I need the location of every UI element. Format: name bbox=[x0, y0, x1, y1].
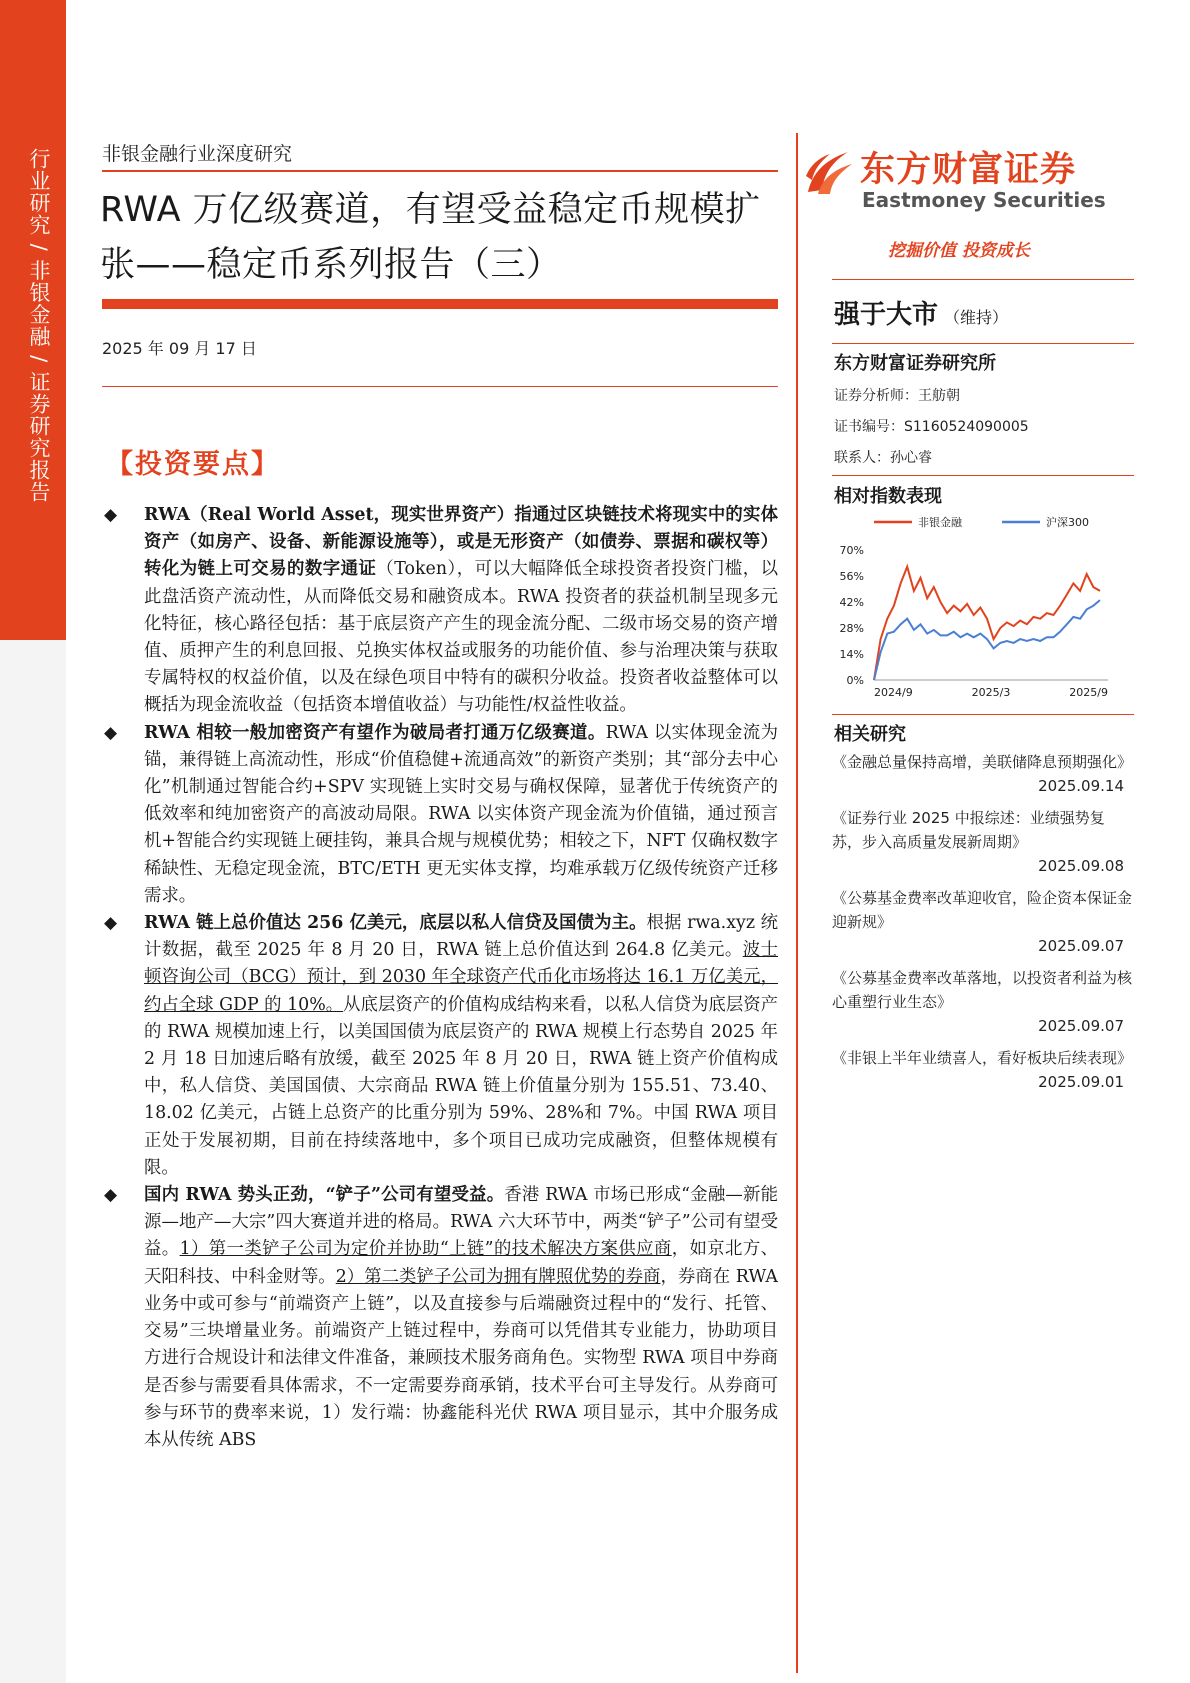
key-point-text: ，如京北方、天阳科技、中科金财等。 bbox=[144, 1239, 778, 1287]
y-tick-label: 42% bbox=[839, 596, 864, 609]
chart-svg bbox=[830, 512, 1120, 712]
related-report-title[interactable]: 《非银上半年业绩喜人，看好板块后续表现》 bbox=[832, 1049, 1133, 1067]
key-points-list bbox=[102, 502, 778, 1454]
key-point-text: ，券商在 RWA 业务中或可参与“前端资产上链”，以及直接参与后端融资过程中的“发行、托管、交易”三块增量业务。前端资产上链过程中，券商可以凭借其专业能力，协助项目方进行合规设计和法律文件准备，兼顾技术服务商角色。实物型 RWA 项目中券商是否参与需要看具体需求，不一定需要券商承销，技术平台可主导发行。从券商可参与环节的费率来说，1）发行端：协鑫能科光伏 RWA 项目显示，其中介服务成本从传统 ABS bbox=[144, 1266, 778, 1450]
logo-text-en: Eastmoney Securities bbox=[862, 188, 1106, 212]
x-tick-label: 2025/3 bbox=[971, 686, 1011, 699]
divider bbox=[832, 714, 1134, 715]
bullet-diamond-icon: ◆ bbox=[104, 913, 118, 934]
key-point-text: 2）第二类铲子公司为拥有牌照优势的券商 bbox=[335, 1266, 661, 1287]
key-point-text: RWA 以实体现金流为锚，兼得链上高流动性，形成“价值稳健+流通高效”的新资产类别；其“部分去中心化”机制通过智能合约+SPV 实现链上实时交易与确权保障，显著优于传统资产的低效率和纯加密资产的高波动局限。RWA 以实体资产现金流为价值锚，通过预言机+智能合约实现链上硬挂钩，兼具合规与规模优势；相较之下，NFT 仅确权数字稀缺性、无稳定现金流，BTC/ETH 更无实体支撑，均难承载万亿级传统资产迁移需求。 bbox=[144, 722, 778, 906]
relative-index-chart bbox=[830, 512, 1120, 712]
report-category: 非银金融行业深度研究 bbox=[102, 143, 293, 165]
logo-text-cn: 东方财富证券 bbox=[860, 150, 1077, 190]
divider bbox=[832, 279, 1134, 280]
related-report-date: 2025.09.07 bbox=[1038, 937, 1124, 955]
key-point-text: 国内 RWA 势头正劲，“铲子”公司有望受益。 bbox=[144, 1185, 505, 1206]
institute-name: 东方财富证券研究所 bbox=[834, 353, 996, 374]
related-research-title: 相关研究 bbox=[834, 724, 906, 745]
y-tick-label: 56% bbox=[839, 570, 864, 583]
key-point-text: 从底层资产的价值构成结构来看，以私人信贷为底层资产的 RWA 规模加速上行，以美国国债为底层资产的 RWA 规模上行态势自 2025 年 2 月 18 日加速后略有放缓，截至 2025 年 8 月 20 日，RWA 链上资产价值构成中，私人信贷、美国国债、大宗商品 RWA 链上价值量分别为 155.51、73.40、18.02 亿美元，占链上总资产的比重分别为 59%、28%和 7%。中国 RWA 项目正处于发展初期，目前在持续落地中，多个项目已成功完成融资，但整体规模有限。 bbox=[144, 994, 778, 1178]
key-point-text: 1）第一类铲子公司为定价并协助“上链”的技术解决方案供应商 bbox=[179, 1239, 672, 1260]
y-tick-label: 70% bbox=[839, 544, 864, 557]
series-line bbox=[874, 600, 1100, 680]
divider bbox=[832, 475, 1134, 476]
bullet-diamond-icon: ◆ bbox=[104, 722, 118, 743]
rating bbox=[834, 294, 1008, 331]
logo-flame-icon bbox=[802, 146, 856, 200]
key-point-item bbox=[102, 502, 778, 720]
key-point-text: RWA（Real World Asset，现实世界资产）指通过区块链技术将现实中的实体资产（如房产、设备、新能源设施等），或是无形资产（如债券、票据和碳权等）转化为链上可交易的数字通证 bbox=[144, 505, 778, 580]
x-tick-label: 2024/9 bbox=[874, 686, 913, 699]
rating-note: （维持） bbox=[944, 308, 1009, 327]
section-title: 【投资要点】 bbox=[106, 449, 280, 480]
related-report-date: 2025.09.08 bbox=[1038, 857, 1124, 875]
y-tick-label: 0% bbox=[846, 674, 864, 687]
related-research-list bbox=[832, 750, 1132, 1102]
related-report-title[interactable]: 《公募基金费率改革落地，以投资者利益为核心重塑行业生态》 bbox=[832, 969, 1133, 1011]
related-report-date: 2025.09.07 bbox=[1038, 1017, 1124, 1035]
key-point-item bbox=[102, 720, 778, 910]
slogan: 挖掘价值 投资成长 bbox=[888, 241, 1030, 261]
sidebar-label: 行业研究 / 非银金融 / 证券研究报告 bbox=[27, 148, 51, 503]
key-point-text: RWA 相较一般加密资产有望作为破局者打通万亿级赛道。 bbox=[144, 722, 606, 743]
related-report-title[interactable]: 《金融总量保持高增，美联储降息预期强化》 bbox=[832, 753, 1133, 771]
key-point-text: 波士顿咨询公司（BCG）预计，到 2030 年全球资产代币化市场将达 16.1 万亿美元，约占全球 GDP 的 10%。 bbox=[144, 940, 778, 1015]
sidebar bbox=[0, 0, 66, 1683]
key-point-item bbox=[102, 910, 778, 1182]
key-point-item bbox=[102, 1182, 778, 1454]
analyst-name: 证券分析师：王舫朝 bbox=[834, 388, 960, 404]
legend-label: 沪深300 bbox=[1046, 516, 1089, 529]
column-divider bbox=[796, 133, 798, 1673]
key-point-text: 香港 RWA 市场已形成“金融—新能源—地产—大宗”四大赛道并进的格局。RWA 六大环节中，两类“铲子”公司有望受益。 bbox=[144, 1185, 778, 1260]
certificate-number: 证书编号：S1160524090005 bbox=[834, 419, 1029, 435]
divider bbox=[102, 170, 778, 172]
key-point-text: 根据 rwa.xyz 统计数据，截至 2025 年 8 月 20 日，RWA 链上总价值达到 264.8 亿美元。 bbox=[144, 913, 778, 961]
key-point-text: RWA 链上总价值达 256 亿美元，底层以私人信贷及国债为主。 bbox=[144, 913, 647, 934]
contact-name: 联系人：孙心睿 bbox=[834, 450, 932, 466]
brand-logo bbox=[802, 142, 1106, 222]
divider bbox=[102, 299, 778, 309]
bullet-diamond-icon: ◆ bbox=[104, 505, 118, 525]
y-tick-label: 28% bbox=[839, 622, 864, 635]
related-report-title[interactable]: 《公募基金费率改革迎收官，险企资本保证金迎新规》 bbox=[832, 889, 1133, 931]
bullet-diamond-icon: ◆ bbox=[104, 1185, 118, 1206]
series-line bbox=[874, 567, 1100, 680]
divider bbox=[102, 386, 778, 387]
page-title: RWA 万亿级赛道，有望受益稳定币规模扩张——稳定币系列报告（三） bbox=[100, 190, 761, 285]
divider bbox=[832, 343, 1134, 344]
x-tick-label: 2025/9 bbox=[1069, 686, 1108, 699]
key-point-text: （Token），可以大幅降低全球投资者投资门槛，以此盘活资产流动性，从而降低交易和融资成本。RWA 投资者的获益机制呈现多元化特征，核心路径包括：基于底层资产产生的现金流分配、二级市场交易的资产增值、质押产生的利息回报、兑换实体权益或服务的功能价值、参与治理决策与获取专属特权的权益价值，以及在绿色项目中特有的碳积分收益。投资者收益整体可以概括为现金流收益（包括资本增值收益）与功能性/权益性收益。 bbox=[144, 559, 778, 716]
legend-label: 非银金融 bbox=[918, 516, 962, 529]
related-report-title[interactable]: 《证券行业 2025 中报综述：业绩强势复苏，步入高质量发展新周期》 bbox=[832, 809, 1105, 851]
y-tick-label: 14% bbox=[839, 648, 864, 661]
report-date: 2025 年 09 月 17 日 bbox=[102, 339, 257, 358]
related-report-date: 2025.09.01 bbox=[1038, 1073, 1124, 1091]
related-report-date: 2025.09.14 bbox=[1038, 777, 1124, 795]
rating-value: 强于大市 bbox=[834, 300, 939, 330]
chart-title: 相对指数表现 bbox=[834, 486, 942, 507]
